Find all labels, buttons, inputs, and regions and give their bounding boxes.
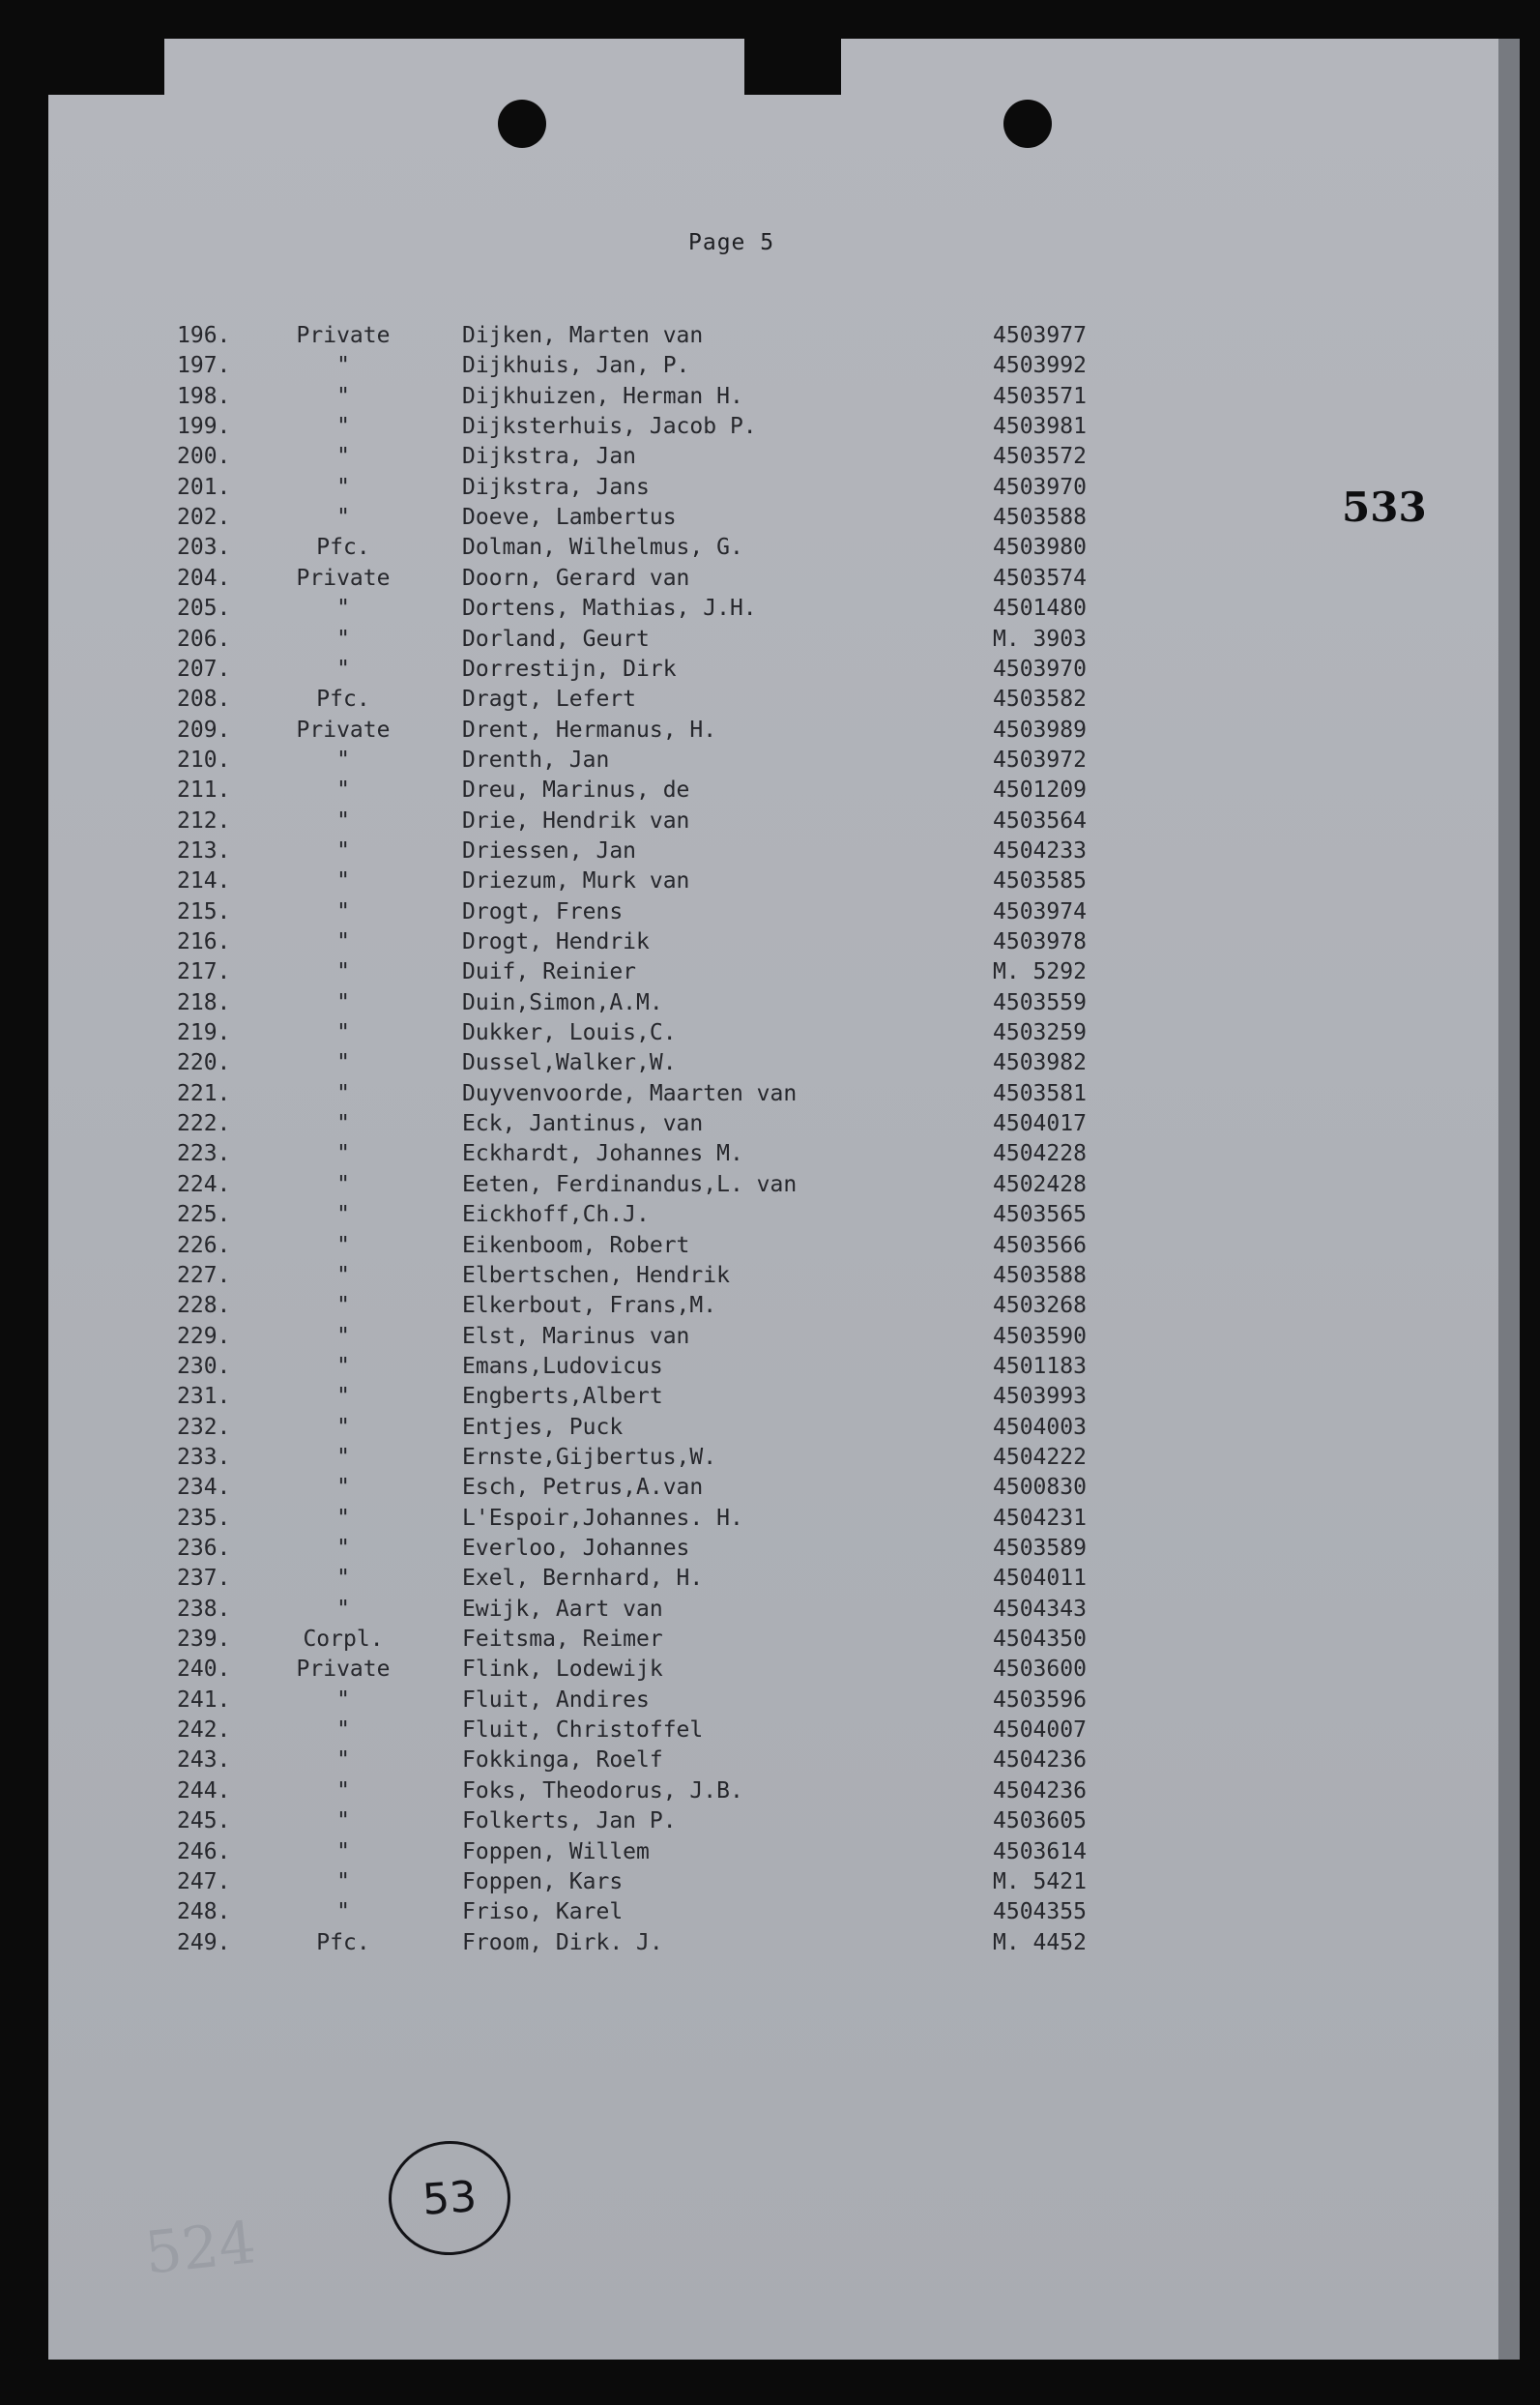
entry-rank: Private (296, 323, 391, 348)
list-item (0, 323, 1540, 353)
entry-serial: 4501209 (993, 777, 1087, 804)
entry-rank: " (336, 747, 350, 773)
entry-serial: 4504017 (993, 1111, 1087, 1137)
entry-serial: 4503993 (993, 1384, 1087, 1410)
entry-number: 235. (177, 1505, 231, 1531)
entry-number: 245. (177, 1808, 231, 1834)
entry-name: Engberts,Albert (462, 1384, 663, 1410)
entry-rank: " (336, 929, 350, 954)
list-item (0, 566, 1540, 596)
list-item (0, 384, 1540, 414)
entry-serial: 4500830 (993, 1475, 1087, 1501)
circled-number-text: 53 (421, 2171, 479, 2225)
entry-serial: M. 5292 (993, 959, 1087, 985)
entry-rank: " (336, 1899, 350, 1925)
entry-number: 218. (177, 989, 231, 1015)
entry-rank: " (336, 1384, 350, 1410)
entry-name: Entjes, Puck (462, 1414, 624, 1440)
entry-name: Fluit, Andires (462, 1686, 650, 1713)
entry-name: Esch, Petrus,A.van (462, 1475, 704, 1501)
entry-rank: " (336, 414, 350, 440)
page-label: Page 5 (688, 230, 775, 255)
entry-serial: 4503572 (993, 444, 1087, 470)
list-item (0, 444, 1540, 474)
entry-serial: 4504236 (993, 1777, 1087, 1804)
entry-serial: 4503582 (993, 687, 1087, 713)
entry-number: 196. (177, 323, 231, 348)
list-item (0, 1778, 1540, 1808)
entry-rank: " (336, 1323, 350, 1349)
entry-number: 249. (177, 1929, 231, 1955)
list-item (0, 1141, 1540, 1171)
list-item (0, 1293, 1540, 1323)
entry-rank: " (336, 1505, 350, 1531)
entry-name: Eck, Jantinus, van (462, 1111, 704, 1137)
entry-name: Friso, Karel (462, 1899, 624, 1925)
list-item (0, 1627, 1540, 1657)
entry-number: 206. (177, 626, 231, 652)
entry-number: 223. (177, 1141, 231, 1167)
entry-name: Drogt, Frens (462, 898, 624, 924)
list-item (0, 414, 1540, 444)
list-item (0, 1445, 1540, 1475)
list-item (0, 959, 1540, 989)
entry-number: 213. (177, 837, 231, 864)
list-item (0, 1717, 1540, 1747)
entry-serial: 4504355 (993, 1899, 1087, 1925)
entry-name: Eckhardt, Johannes M. (462, 1141, 743, 1167)
entry-rank: " (336, 1020, 350, 1046)
list-item (0, 475, 1540, 505)
entry-serial: 4503605 (993, 1808, 1087, 1834)
entry-rank: " (336, 1808, 350, 1834)
entry-rank: Pfc. (316, 1929, 370, 1955)
entry-name: Dorrestijn, Dirk (462, 656, 677, 682)
entry-serial: 4503982 (993, 1050, 1087, 1076)
entry-name: Exel, Bernhard, H. (462, 1566, 704, 1592)
entry-rank: " (336, 868, 350, 895)
entry-name: Dijkstra, Jan (462, 444, 637, 470)
entry-number: 220. (177, 1050, 231, 1076)
entry-name: Duin,Simon,A.M. (462, 989, 663, 1015)
entry-rank: " (336, 1596, 350, 1622)
list-item (0, 1597, 1540, 1627)
entry-rank: " (336, 1838, 350, 1864)
entry-number: 240. (177, 1657, 231, 1683)
entry-serial: 4503974 (993, 898, 1087, 924)
entry-serial: M. 5421 (993, 1868, 1087, 1894)
entry-name: Dolman, Wilhelmus, G. (462, 535, 743, 561)
entry-serial: 4503566 (993, 1232, 1087, 1258)
entry-name: Ernste,Gijbertus,W. (462, 1444, 717, 1470)
entry-serial: 4503574 (993, 565, 1087, 591)
entry-name: Dijksterhuis, Jacob P. (462, 414, 757, 440)
list-item (0, 687, 1540, 717)
entry-rank: " (336, 626, 350, 652)
entry-rank: " (336, 898, 350, 924)
list-item (0, 1415, 1540, 1445)
list-item (0, 1899, 1540, 1929)
entry-number: 236. (177, 1536, 231, 1561)
entry-number: 238. (177, 1596, 231, 1622)
entry-rank: " (336, 1686, 350, 1713)
entry-rank: " (336, 837, 350, 864)
entry-name: Duif, Reinier (462, 959, 637, 985)
list-item (0, 1172, 1540, 1202)
entry-name: Dukker, Louis,C. (462, 1020, 677, 1046)
entry-name: Driessen, Jan (462, 837, 637, 864)
entry-number: 208. (177, 687, 231, 713)
entry-rank: " (336, 474, 350, 500)
list-item (0, 657, 1540, 687)
list-item (0, 1687, 1540, 1717)
entry-number: 231. (177, 1384, 231, 1410)
entry-rank: " (336, 1717, 350, 1744)
entry-number: 216. (177, 929, 231, 954)
entry-rank: " (336, 1202, 350, 1228)
entry-name: Duyvenvoorde, Maarten van (462, 1080, 798, 1106)
punch-hole (1003, 100, 1052, 148)
list-item (0, 1657, 1540, 1686)
entry-name: Eikenboom, Robert (462, 1232, 690, 1258)
entry-name: Drie, Hendrik van (462, 807, 690, 834)
entry-name: Drent, Hermanus, H. (462, 717, 717, 743)
entry-name: Flink, Lodewijk (462, 1657, 663, 1683)
entry-number: 228. (177, 1293, 231, 1319)
entry-number: 227. (177, 1262, 231, 1288)
entry-rank: " (336, 1050, 350, 1076)
entry-rank: " (336, 1262, 350, 1288)
entry-serial: 4503565 (993, 1202, 1087, 1228)
entry-name: Eeten, Ferdinandus,L. van (462, 1171, 798, 1197)
entry-number: 225. (177, 1202, 231, 1228)
entry-name: Froom, Dirk. J. (462, 1929, 663, 1955)
entry-serial: 4503589 (993, 1536, 1087, 1561)
entry-rank: Private (296, 565, 391, 591)
entry-serial: 4503588 (993, 1262, 1087, 1288)
list-item (0, 1536, 1540, 1566)
entry-name: Drogt, Hendrik (462, 929, 650, 954)
entry-rank: " (336, 1777, 350, 1804)
list-item (0, 748, 1540, 777)
entry-rank: " (336, 777, 350, 804)
list-item (0, 1020, 1540, 1050)
entry-serial: 4503268 (993, 1293, 1087, 1319)
entry-serial: 4503590 (993, 1323, 1087, 1349)
entry-name: Dijken, Marten van (462, 323, 704, 348)
entry-name: Fokkinga, Roelf (462, 1747, 663, 1774)
entry-number: 210. (177, 747, 231, 773)
entry-rank: " (336, 1868, 350, 1894)
entry-name: Doeve, Lambertus (462, 505, 677, 531)
list-item (0, 1081, 1540, 1111)
entry-name: Ewijk, Aart van (462, 1596, 663, 1622)
entry-serial: 4504350 (993, 1627, 1087, 1653)
entry-name: Fluit, Christoffel (462, 1717, 704, 1744)
entry-rank: " (336, 353, 350, 379)
list-item (0, 899, 1540, 929)
entry-name: Dijkhuizen, Herman H. (462, 383, 743, 409)
entry-name: Dorland, Geurt (462, 626, 650, 652)
entry-number: 230. (177, 1353, 231, 1379)
entry-name: Dortens, Mathias, J.H. (462, 596, 757, 622)
list-item (0, 1384, 1540, 1414)
pencil-note: 524 (141, 2209, 259, 2288)
entry-name: Elst, Marinus van (462, 1323, 690, 1349)
entry-number: 229. (177, 1323, 231, 1349)
entry-name: Dreu, Marinus, de (462, 777, 690, 804)
entry-rank: Pfc. (316, 535, 370, 561)
entry-rank: " (336, 989, 350, 1015)
sheet-torn-edge (744, 39, 841, 95)
entry-number: 237. (177, 1566, 231, 1592)
entry-number: 233. (177, 1444, 231, 1470)
entry-number: 217. (177, 959, 231, 985)
page-stamp-number: 533 (1342, 484, 1427, 531)
entry-serial: 4503970 (993, 656, 1087, 682)
entry-number: 202. (177, 505, 231, 531)
entry-number: 242. (177, 1717, 231, 1744)
list-item (0, 1930, 1540, 1960)
list-item (0, 1324, 1540, 1354)
entry-serial: 4504003 (993, 1414, 1087, 1440)
entry-serial: 4503596 (993, 1686, 1087, 1713)
list-item (0, 1506, 1540, 1536)
entry-serial: 4503585 (993, 868, 1087, 895)
entry-name: Dussel,Walker,W. (462, 1050, 677, 1076)
entry-serial: 4504228 (993, 1141, 1087, 1167)
entry-rank: " (336, 1536, 350, 1561)
entry-serial: 4501480 (993, 596, 1087, 622)
entry-rank: Corpl. (303, 1627, 384, 1653)
entry-number: 203. (177, 535, 231, 561)
entry-rank: " (336, 1414, 350, 1440)
list-item (0, 1263, 1540, 1293)
entry-serial: 4503600 (993, 1657, 1087, 1683)
entry-rank: " (336, 596, 350, 622)
entry-rank: " (336, 383, 350, 409)
list-item (0, 1202, 1540, 1232)
entry-number: 248. (177, 1899, 231, 1925)
entry-name: Feitsma, Reimer (462, 1627, 663, 1653)
entry-rank: " (336, 1080, 350, 1106)
entry-rank: " (336, 1293, 350, 1319)
entry-serial: 4504222 (993, 1444, 1087, 1470)
list-item (0, 627, 1540, 657)
entry-name: Eickhoff,Ch.J. (462, 1202, 650, 1228)
entry-serial: M. 3903 (993, 626, 1087, 652)
entry-name: Foks, Theodorus, J.B. (462, 1777, 743, 1804)
entry-number: 215. (177, 898, 231, 924)
entry-number: 241. (177, 1686, 231, 1713)
list-item (0, 777, 1540, 807)
entry-serial: M. 4452 (993, 1929, 1087, 1955)
entry-name: Foppen, Willem (462, 1838, 650, 1864)
entry-number: 198. (177, 383, 231, 409)
entry-serial: 4504236 (993, 1747, 1087, 1774)
list-item (0, 718, 1540, 748)
entry-name: Emans,Ludovicus (462, 1353, 663, 1379)
entry-serial: 4501183 (993, 1353, 1087, 1379)
entry-rank: " (336, 1566, 350, 1592)
list-item (0, 505, 1540, 535)
entry-serial: 4503259 (993, 1020, 1087, 1046)
entry-number: 224. (177, 1171, 231, 1197)
entry-number: 243. (177, 1747, 231, 1774)
entry-number: 205. (177, 596, 231, 622)
entry-name: Dijkhuis, Jan, P. (462, 353, 690, 379)
entry-serial: 4504343 (993, 1596, 1087, 1622)
entry-serial: 4503588 (993, 505, 1087, 531)
entry-number: 204. (177, 565, 231, 591)
list-item (0, 1050, 1540, 1080)
entry-serial: 4503970 (993, 474, 1087, 500)
entry-name: Everloo, Johannes (462, 1536, 690, 1561)
entry-serial: 4504231 (993, 1505, 1087, 1531)
entry-number: 219. (177, 1020, 231, 1046)
list-item (0, 535, 1540, 565)
list-item (0, 353, 1540, 383)
list-item (0, 1233, 1540, 1263)
entry-serial: 4503981 (993, 414, 1087, 440)
entry-name: Dijkstra, Jans (462, 474, 650, 500)
list-item (0, 1839, 1540, 1869)
list-item (0, 990, 1540, 1020)
entry-number: 226. (177, 1232, 231, 1258)
entry-number: 197. (177, 353, 231, 379)
entry-rank: " (336, 444, 350, 470)
entry-name: Foppen, Kars (462, 1868, 624, 1894)
entry-name: Elkerbout, Frans,M. (462, 1293, 717, 1319)
entry-name: L'Espoir,Johannes. H. (462, 1505, 743, 1531)
list-item (0, 1808, 1540, 1838)
entry-serial: 4503571 (993, 383, 1087, 409)
entry-rank: Private (296, 1657, 391, 1683)
entry-number: 222. (177, 1111, 231, 1137)
entry-serial: 4503989 (993, 717, 1087, 743)
entry-number: 207. (177, 656, 231, 682)
entry-number: 200. (177, 444, 231, 470)
entry-number: 199. (177, 414, 231, 440)
entry-rank: " (336, 1141, 350, 1167)
entry-serial: 4503977 (993, 323, 1087, 348)
entry-rank: " (336, 959, 350, 985)
entry-rank: " (336, 656, 350, 682)
entry-number: 209. (177, 717, 231, 743)
list-item (0, 1869, 1540, 1899)
list-item (0, 808, 1540, 838)
entry-number: 214. (177, 868, 231, 895)
entry-rank: " (336, 1353, 350, 1379)
list-item (0, 868, 1540, 898)
entry-rank: " (336, 807, 350, 834)
entry-number: 246. (177, 1838, 231, 1864)
entry-number: 211. (177, 777, 231, 804)
entry-number: 244. (177, 1777, 231, 1804)
entry-rank: " (336, 1171, 350, 1197)
entry-serial: 4502428 (993, 1171, 1087, 1197)
entry-number: 239. (177, 1627, 231, 1653)
entry-rank: Pfc. (316, 687, 370, 713)
entry-rank: " (336, 1475, 350, 1501)
list-item (0, 596, 1540, 626)
list-item (0, 838, 1540, 868)
entry-serial: 4503564 (993, 807, 1087, 834)
entry-serial: 4503581 (993, 1080, 1087, 1106)
entry-rank: " (336, 1444, 350, 1470)
entry-name: Folkerts, Jan P. (462, 1808, 677, 1834)
entry-name: Elbertschen, Hendrik (462, 1262, 730, 1288)
list-item (0, 1566, 1540, 1596)
entry-rank: " (336, 1232, 350, 1258)
entry-name: Driezum, Murk van (462, 868, 690, 895)
list-item (0, 929, 1540, 959)
entry-rank: " (336, 505, 350, 531)
entry-number: 212. (177, 807, 231, 834)
entry-number: 232. (177, 1414, 231, 1440)
list-item (0, 1747, 1540, 1777)
entry-serial: 4504233 (993, 837, 1087, 864)
list-item (0, 1354, 1540, 1384)
entry-serial: 4504011 (993, 1566, 1087, 1592)
entry-name: Dragt, Lefert (462, 687, 637, 713)
list-item (0, 1111, 1540, 1141)
entry-rank: " (336, 1111, 350, 1137)
entry-rank: Private (296, 717, 391, 743)
sheet-torn-edge (48, 39, 164, 95)
entry-serial: 4503980 (993, 535, 1087, 561)
entry-number: 247. (177, 1868, 231, 1894)
entry-number: 234. (177, 1475, 231, 1501)
entry-name: Doorn, Gerard van (462, 565, 690, 591)
punch-hole (498, 100, 546, 148)
entry-serial: 4504007 (993, 1717, 1087, 1744)
list-item (0, 1475, 1540, 1505)
entry-name: Drenth, Jan (462, 747, 610, 773)
entry-serial: 4503992 (993, 353, 1087, 379)
entry-serial: 4503972 (993, 747, 1087, 773)
entry-serial: 4503559 (993, 989, 1087, 1015)
entry-serial: 4503978 (993, 929, 1087, 954)
entry-serial: 4503614 (993, 1838, 1087, 1864)
entry-rank: " (336, 1747, 350, 1774)
entry-number: 221. (177, 1080, 231, 1106)
entry-number: 201. (177, 474, 231, 500)
